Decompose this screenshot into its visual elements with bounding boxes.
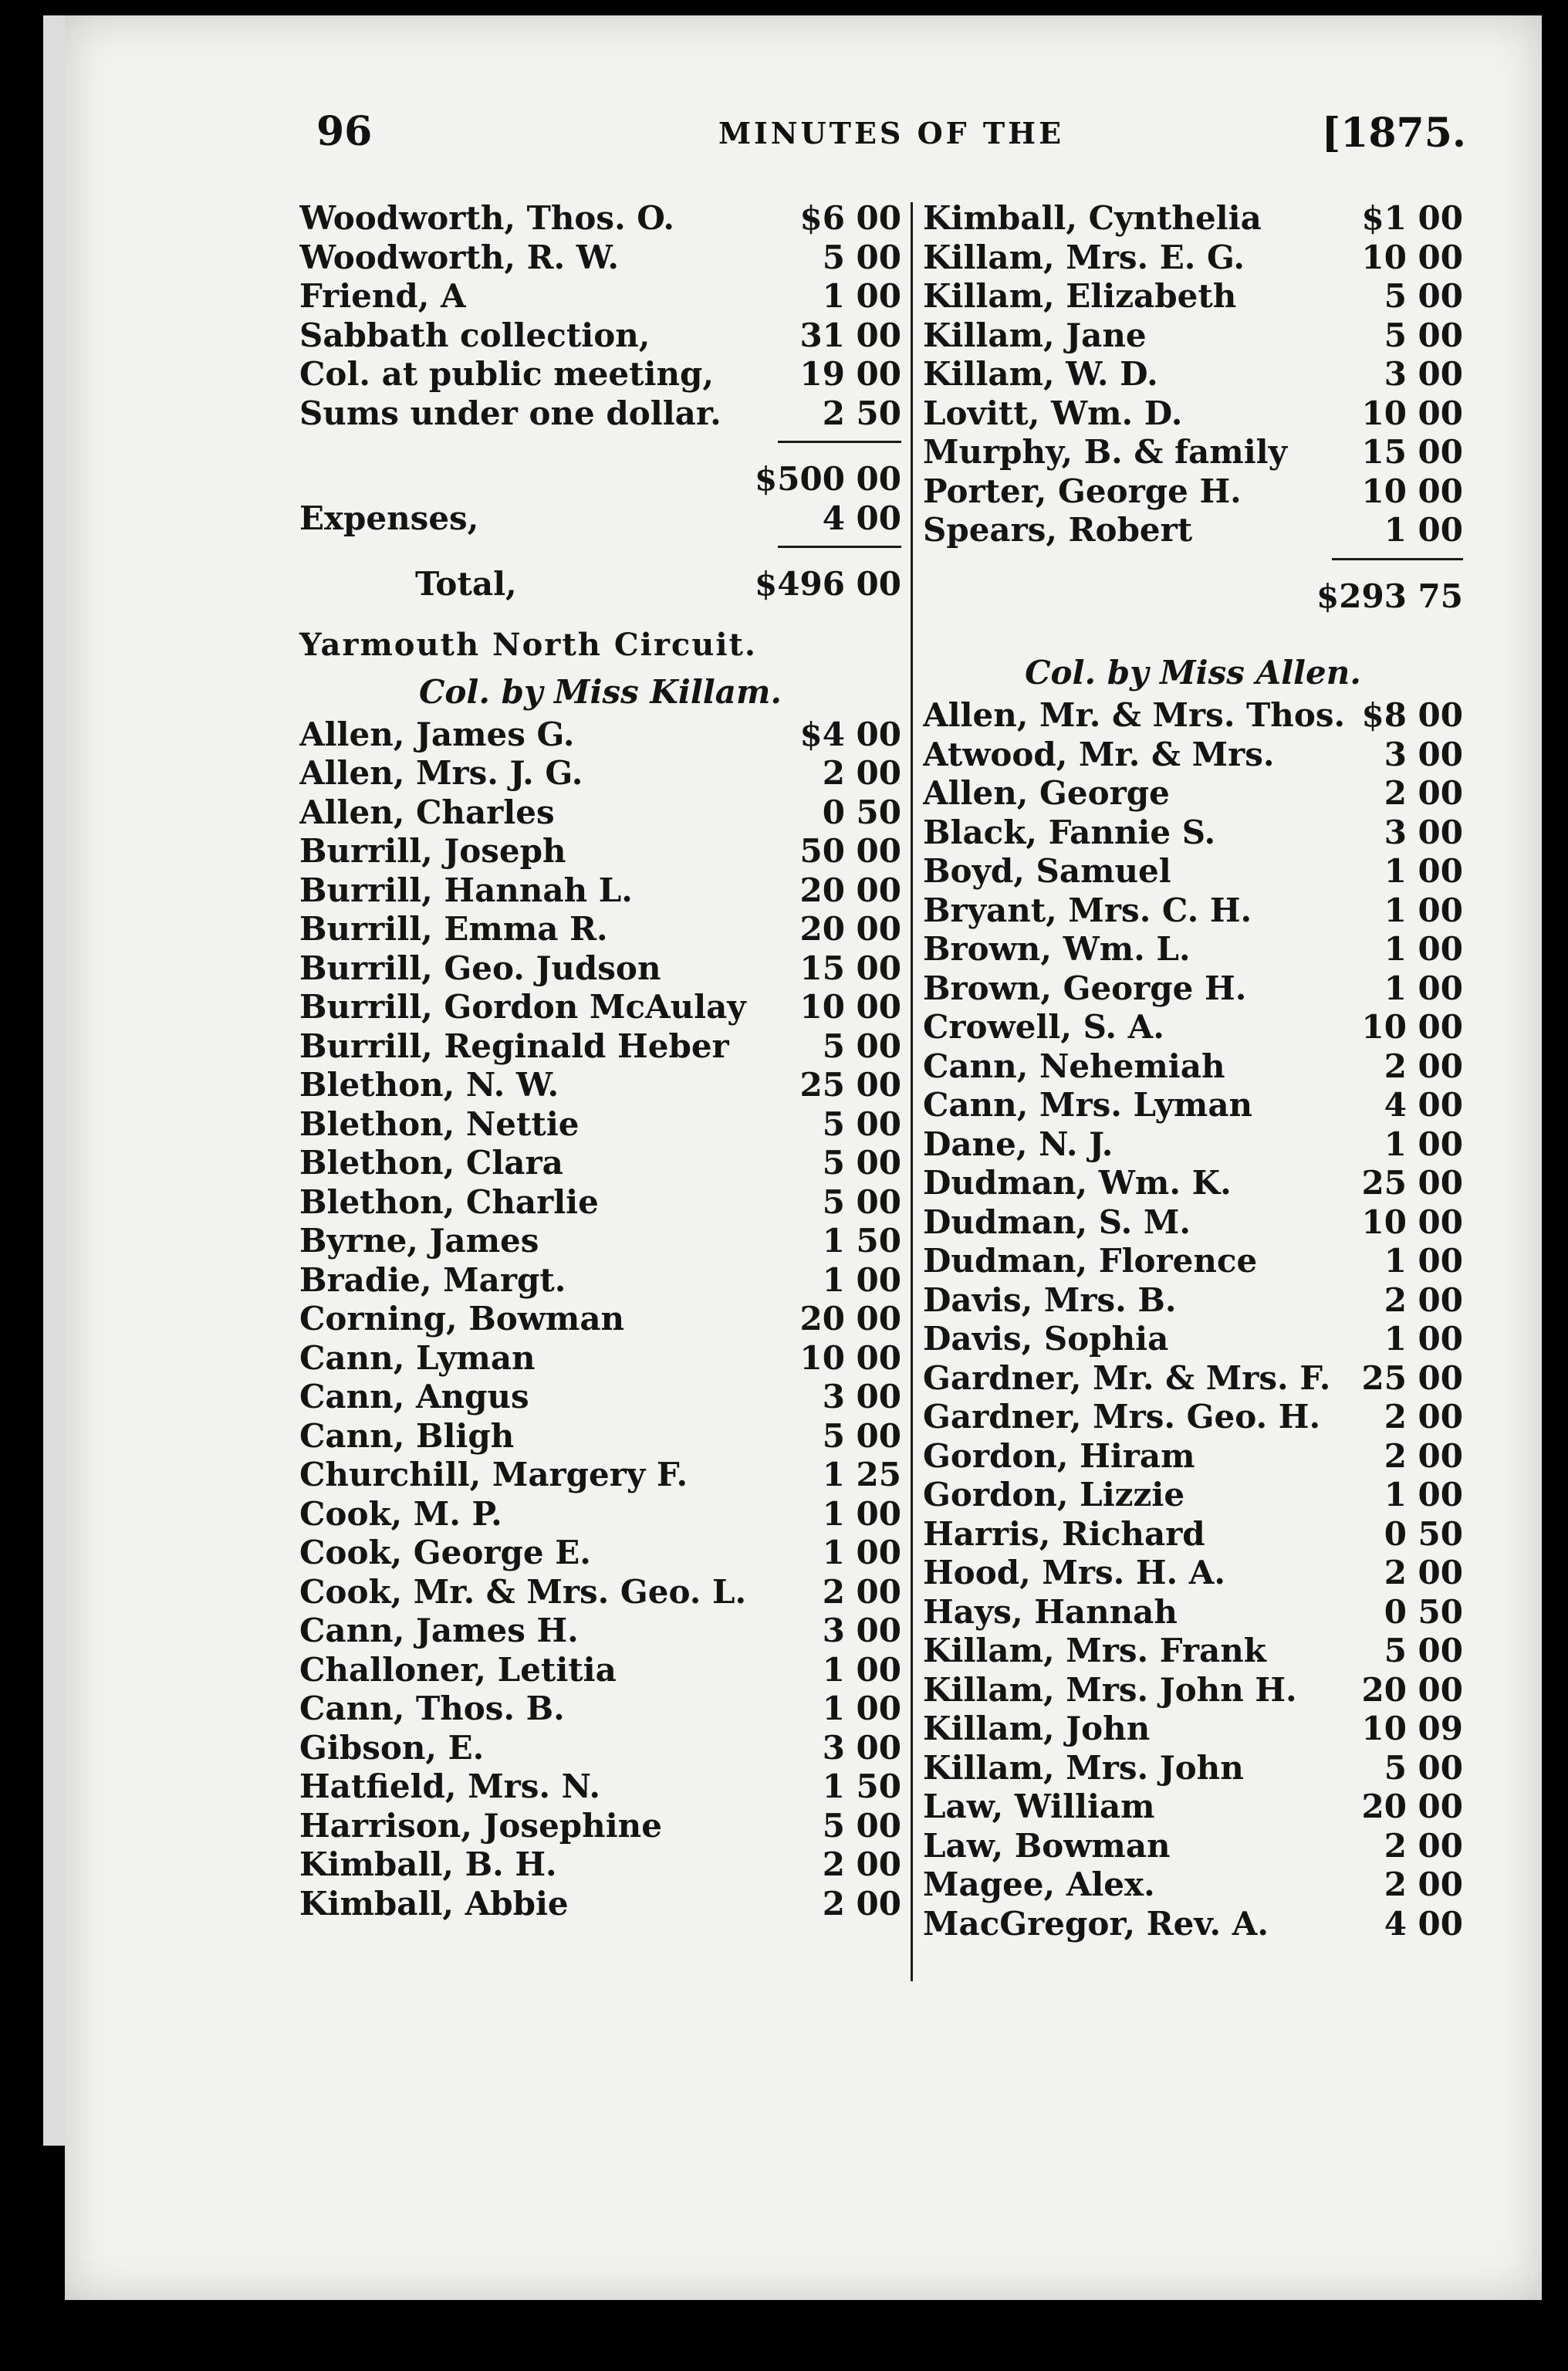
list-item: Gordon, Hiram 2 00 (923, 1436, 1463, 1475)
list-item: Woodworth, Thos. O. $6 00 (299, 199, 901, 237)
list-item: Gardner, Mr. & Mrs. F. 25 00 (923, 1358, 1463, 1397)
list-item: Allen, James G. $4 00 (299, 715, 901, 753)
list-item: Burrill, Emma R. 20 00 (299, 910, 901, 948)
list-item: Churchill, Margery F. 1 25 (299, 1456, 901, 1493)
list-item: Spears, Robert 1 00 (923, 511, 1463, 549)
left-column (299, 199, 901, 1923)
left-top-list (299, 199, 901, 433)
list-item: Byrne, James 1 50 (299, 1222, 901, 1260)
list-item: Blethon, N. W. 25 00 (299, 1066, 901, 1104)
right-top-list (923, 199, 1463, 550)
list-item: Bryant, Mrs. C. H. 1 00 (923, 891, 1463, 929)
list-item: Allen, Mr. & Mrs. Thos. $8 00 (923, 696, 1463, 734)
collector-subtitle: Col. by Miss Allen. (1025, 654, 1361, 692)
list-item: Corning, Bowman 20 00 (299, 1300, 901, 1338)
list-item: Davis, Mrs. B. 2 00 (923, 1280, 1463, 1319)
list-item: Hood, Mrs. H. A. 2 00 (923, 1554, 1463, 1591)
list-item: Law, Bowman 2 00 (923, 1826, 1463, 1865)
list-item: Dane, N. J. 1 00 (923, 1125, 1463, 1163)
list-item: Kimball, Cynthelia $1 00 (923, 199, 1463, 237)
list-item: Cann, Thos. B. 1 00 (299, 1689, 901, 1727)
list-item: Killam, Mrs. John 5 00 (923, 1748, 1463, 1787)
running-head: MINUTES OF THE (718, 116, 1065, 151)
list-item: Brown, George H. 1 00 (923, 969, 1463, 1007)
right-column (923, 199, 1463, 1943)
list-item: Law, William 20 00 (923, 1788, 1463, 1825)
subtotal-row: $500 00 (755, 460, 901, 498)
list-item: Cann, Nehemiah 2 00 (923, 1047, 1463, 1085)
list-item: Kimball, B. H. 2 00 (299, 1845, 901, 1883)
list-item: Killam, Elizabeth 5 00 (923, 277, 1463, 315)
list-item: Murphy, B. & family 15 00 (923, 433, 1463, 471)
section-title: Yarmouth North Circuit. (299, 626, 757, 663)
list-item: Blethon, Clara 5 00 (299, 1144, 901, 1182)
list-item: Brown, Wm. L. 1 00 (923, 930, 1463, 968)
list-item: Woodworth, R. W. 5 00 (299, 238, 901, 276)
list-item: Burrill, Hannah L. 20 00 (299, 871, 901, 909)
list-item: Friend, A 1 00 (299, 277, 901, 315)
list-item: Kimball, Abbie 2 00 (299, 1884, 901, 1923)
list-item: Blethon, Nettie 5 00 (299, 1104, 901, 1143)
list-item: Challoner, Letitia 1 00 (299, 1650, 901, 1689)
list-item: Blethon, Charlie 5 00 (299, 1182, 901, 1221)
list-item: Cann, James H. 3 00 (299, 1612, 901, 1649)
page-number: 96 (316, 108, 373, 155)
list-item: Atwood, Mr. & Mrs. 3 00 (923, 735, 1463, 773)
list-item: Harris, Richard 0 50 (923, 1514, 1463, 1553)
list-item: Magee, Alex. 2 00 (923, 1865, 1463, 1903)
list-item: Cann, Bligh 5 00 (299, 1416, 901, 1455)
total-row: Total, $496 00 (415, 565, 901, 603)
collector-subtitle: Col. by Miss Killam. (418, 672, 782, 711)
list-item: Sums under one dollar. 2 50 (299, 394, 901, 432)
list-item: Hatfield, Mrs. N. 1 50 (299, 1767, 901, 1805)
list-item: Allen, Charles 0 50 (299, 793, 901, 831)
column-divider (911, 202, 913, 1981)
list-item: Sabbath collection, 31 00 (299, 316, 901, 354)
list-item: Bradie, Margt. 1 00 (299, 1260, 901, 1299)
page-header (316, 108, 1466, 170)
list-item: Killam, Mrs. Frank 5 00 (923, 1632, 1463, 1669)
list-item: Burrill, Gordon McAulay 10 00 (299, 988, 901, 1026)
list-item: Allen, George 2 00 (923, 774, 1463, 812)
right-total-row: $293 75 (1316, 577, 1463, 615)
list-item: Cook, Mr. & Mrs. Geo. L. 2 00 (299, 1572, 901, 1611)
year-label: [1875. (1321, 110, 1466, 157)
list-item: Dudman, Wm. K. 25 00 (923, 1164, 1463, 1202)
list-item: Crowell, S. A. 10 00 (923, 1008, 1463, 1046)
list-item: Killam, John 10 09 (923, 1710, 1463, 1747)
list-item: Porter, George H. 10 00 (923, 472, 1463, 510)
list-item: Cook, M. P. 1 00 (299, 1494, 901, 1533)
yarmouth-list (299, 715, 901, 1924)
list-item: Boyd, Samuel 1 00 (923, 852, 1463, 890)
list-item: Gibson, E. 3 00 (299, 1728, 901, 1767)
list-item: Killam, Mrs. John H. 20 00 (923, 1670, 1463, 1709)
list-item: Allen, Mrs. J. G. 2 00 (299, 754, 901, 792)
list-item: Harrison, Josephine 5 00 (299, 1806, 901, 1845)
list-item: Burrill, Joseph 50 00 (299, 832, 901, 870)
list-item: Lovitt, Wm. D. 10 00 (923, 394, 1463, 432)
list-item: Dudman, Florence 1 00 (923, 1242, 1463, 1280)
list-item: Cook, George E. 1 00 (299, 1534, 901, 1571)
list-item: Cann, Mrs. Lyman 4 00 (923, 1086, 1463, 1124)
list-item: Col. at public meeting, 19 00 (299, 355, 901, 393)
list-item: Hays, Hannah 0 50 (923, 1592, 1463, 1631)
expenses-row: Expenses, 4 00 (299, 499, 901, 537)
list-item: MacGregor, Rev. A. 4 00 (923, 1904, 1463, 1943)
list-item: Dudman, S. M. 10 00 (923, 1202, 1463, 1241)
list-item: Gardner, Mrs. Geo. H. 2 00 (923, 1398, 1463, 1436)
list-item: Davis, Sophia 1 00 (923, 1320, 1463, 1358)
list-item: Black, Fannie S. 3 00 (923, 813, 1463, 851)
list-item: Cann, Lyman 10 00 (299, 1338, 901, 1377)
list-item: Killam, Jane 5 00 (923, 316, 1463, 354)
list-item: Burrill, Geo. Judson 15 00 (299, 949, 901, 987)
allen-list (923, 696, 1463, 1943)
list-item: Killam, Mrs. E. G. 10 00 (923, 238, 1463, 276)
list-item: Burrill, Reginald Heber 5 00 (299, 1027, 901, 1065)
list-item: Killam, W. D. 3 00 (923, 355, 1463, 393)
list-item: Gordon, Lizzie 1 00 (923, 1476, 1463, 1514)
page-edge (43, 15, 66, 2146)
list-item: Cann, Angus 3 00 (299, 1378, 901, 1415)
